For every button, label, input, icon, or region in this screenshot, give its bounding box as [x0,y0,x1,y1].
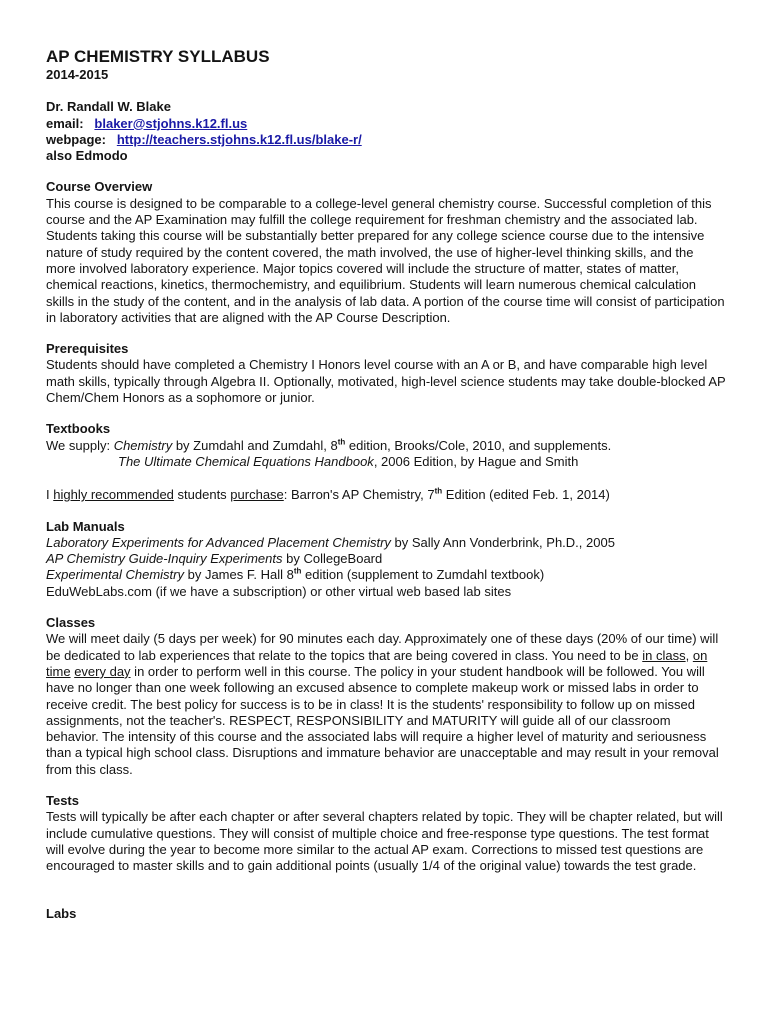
heading-lab-manuals: Lab Manuals [46,518,125,534]
section-lab-manuals [46,519,726,600]
section-course-overview [46,179,726,326]
classes-text [46,631,726,778]
classes-text-part-1: We will meet daily (5 days per week) for 90 minutes each day. Approximately one of these days (20% of our time) will be dedicated to lab experiences that relate to the topics that are being covered in class. You need to be [46,631,719,663]
document-content [46,47,726,923]
section-prerequisites [46,341,726,406]
lab-manual-4: EduWebLabs.com (if we have a subscription) or other virtual web based lab sites [46,583,512,599]
email-link[interactable]: blaker@stjohns.k12.fl.us [94,115,248,131]
heading-labs: Labs [46,906,77,922]
lab-manual-1-suffix: by Sally Ann Vonderbrink, Ph.D., 2005 [390,534,615,550]
textbook-line-1-suffix: edition, Brooks/Cole, 2010, and supplements. [345,437,612,453]
webpage-link[interactable]: http://teachers.stjohns.k12.fl.us/blake-r/ [116,131,362,147]
rec-prefix: I [46,487,54,503]
email-row [46,116,726,132]
page-title: AP CHEMISTRY SYLLABUS [46,47,270,66]
heading-prerequisites: Prerequisites [46,341,129,357]
textbook-title-handbook: The Ultimate Chemical Equations Handbook [118,453,374,469]
classes-every-day: every day [74,663,131,679]
section-labs [46,906,726,922]
classes-in-class: in class [642,647,686,663]
lab-manual-3-suffix: edition (supplement to Zumdahl textbook) [301,567,545,583]
textbook-line-2-suffix: , 2006 Edition, by Hague and Smith [373,453,579,469]
lab-manual-3-mid: by James F. Hall 8 [184,567,294,583]
heading-classes: Classes [46,615,96,631]
rec-mid: students [173,487,231,503]
lab-manual-1 [46,535,726,551]
prerequisites-text: Students should have completed a Chemistry I Honors level course with an A or B, and have comparable high level math skills, typically through Algebra II. Optionally, motivated, high-level science students may take double-blocked AP Chem/Chem Honors as a sophomore or junior. [46,357,726,406]
rec-purchase: purchase [230,487,284,503]
section-tests [46,793,726,874]
classes-sep-1: , [685,647,693,663]
author-name: Dr. Randall W. Blake [46,99,171,115]
lab-manual-2-title: AP Chemistry Guide-Inquiry Experiments [46,551,283,567]
recommended-purchase-line [46,487,726,503]
edmodo-note: also Edmodo [46,148,128,164]
lab-manual-1-title: Laboratory Experiments for Advanced Placement Chemistry [46,534,391,550]
textbook-line-1-prefix: We supply: [46,437,114,453]
spacer [46,470,726,487]
course-overview-text: This course is designed to be comparable to a college-level general chemistry course. Successful completion of this course and the AP Examination may fulfill the college requirement for freshman chemistry and the associated lab. Students taking this course will be substantially better prepared for any college science course due to the intensive nature of study required by the content covered, the math involved, the use of higher-level thinking skills, and the more involved laboratory experience. Major topics covered will include the structure of matter, states of matter, chemical reactions, kinetics, thermochemistry, and equilibrium. Students will learn numerous chemical calculation skills in the study of the content, and in the analysis of lab data. A portion of the course time will consist of participation in laboratory activities that are aligned with the AP Course Description. [46,195,725,325]
textbook-line-1-sup: th [337,437,346,447]
tests-text: Tests will typically be after each chapter or after several chapters related by topic. They will be chapter related, but will include cumulative questions. They will consist of multiple choice and free-response type questions. The test format will evolve during the year to become more similar to the actual AP exam. Corrections to missed test questions are encouraged to master skills and to gain additional points (usually 1/4 of the original value) towards the test grade. [46,809,723,874]
webpage-row [46,132,726,148]
lab-manual-2-suffix: by CollegeBoard [282,551,383,567]
heading-course-overview: Course Overview [46,179,153,195]
school-year: 2014-2015 [46,67,109,82]
rec-sup: th [434,486,443,496]
lab-manual-3-title: Experimental Chemistry [46,567,184,583]
classes-on-time: on time [46,647,708,679]
lab-manual-3 [46,567,726,583]
rec-highly-recommended: highly recommended [53,487,174,503]
textbook-title-chemistry: Chemistry [113,437,173,453]
lab-manual-3-sup: th [293,567,302,577]
heading-tests: Tests [46,792,79,808]
textbook-line-1-mid: by Zumdahl and Zumdahl, 8 [172,437,338,453]
section-classes [46,615,726,778]
section-textbooks [46,421,726,503]
classes-text-part-2: in order to perform well in this course. The policy in your student handbook will be followed. You will have no longer than one week following an excused absence to complete makeup work or missed labs in order to receive credit. The best policy for success is to be in class! It is the students' responsibility to follow up on missed assignments, not the teacher's. RESPECT, RESPONSIBILITY and MATURITY will guide all of our classroom behavior. The intensity of this course and the associated labs will require a higher level of maturity and seriousness than a typical high school class. Disruptions and immature behavior are unacceptable and may result in your removal from this class. [46,663,719,777]
lab-manual-2 [46,551,726,567]
heading-textbooks: Textbooks [46,421,111,437]
webpage-label: webpage: [46,131,106,147]
email-label: email: [46,115,84,131]
textbook-line-2 [46,454,726,470]
author-block [46,99,726,164]
rec-book: : Barron's AP Chemistry, 7 [283,487,435,503]
textbook-line-1 [46,438,726,454]
rec-suffix: Edition (edited Feb. 1, 2014) [442,487,610,503]
